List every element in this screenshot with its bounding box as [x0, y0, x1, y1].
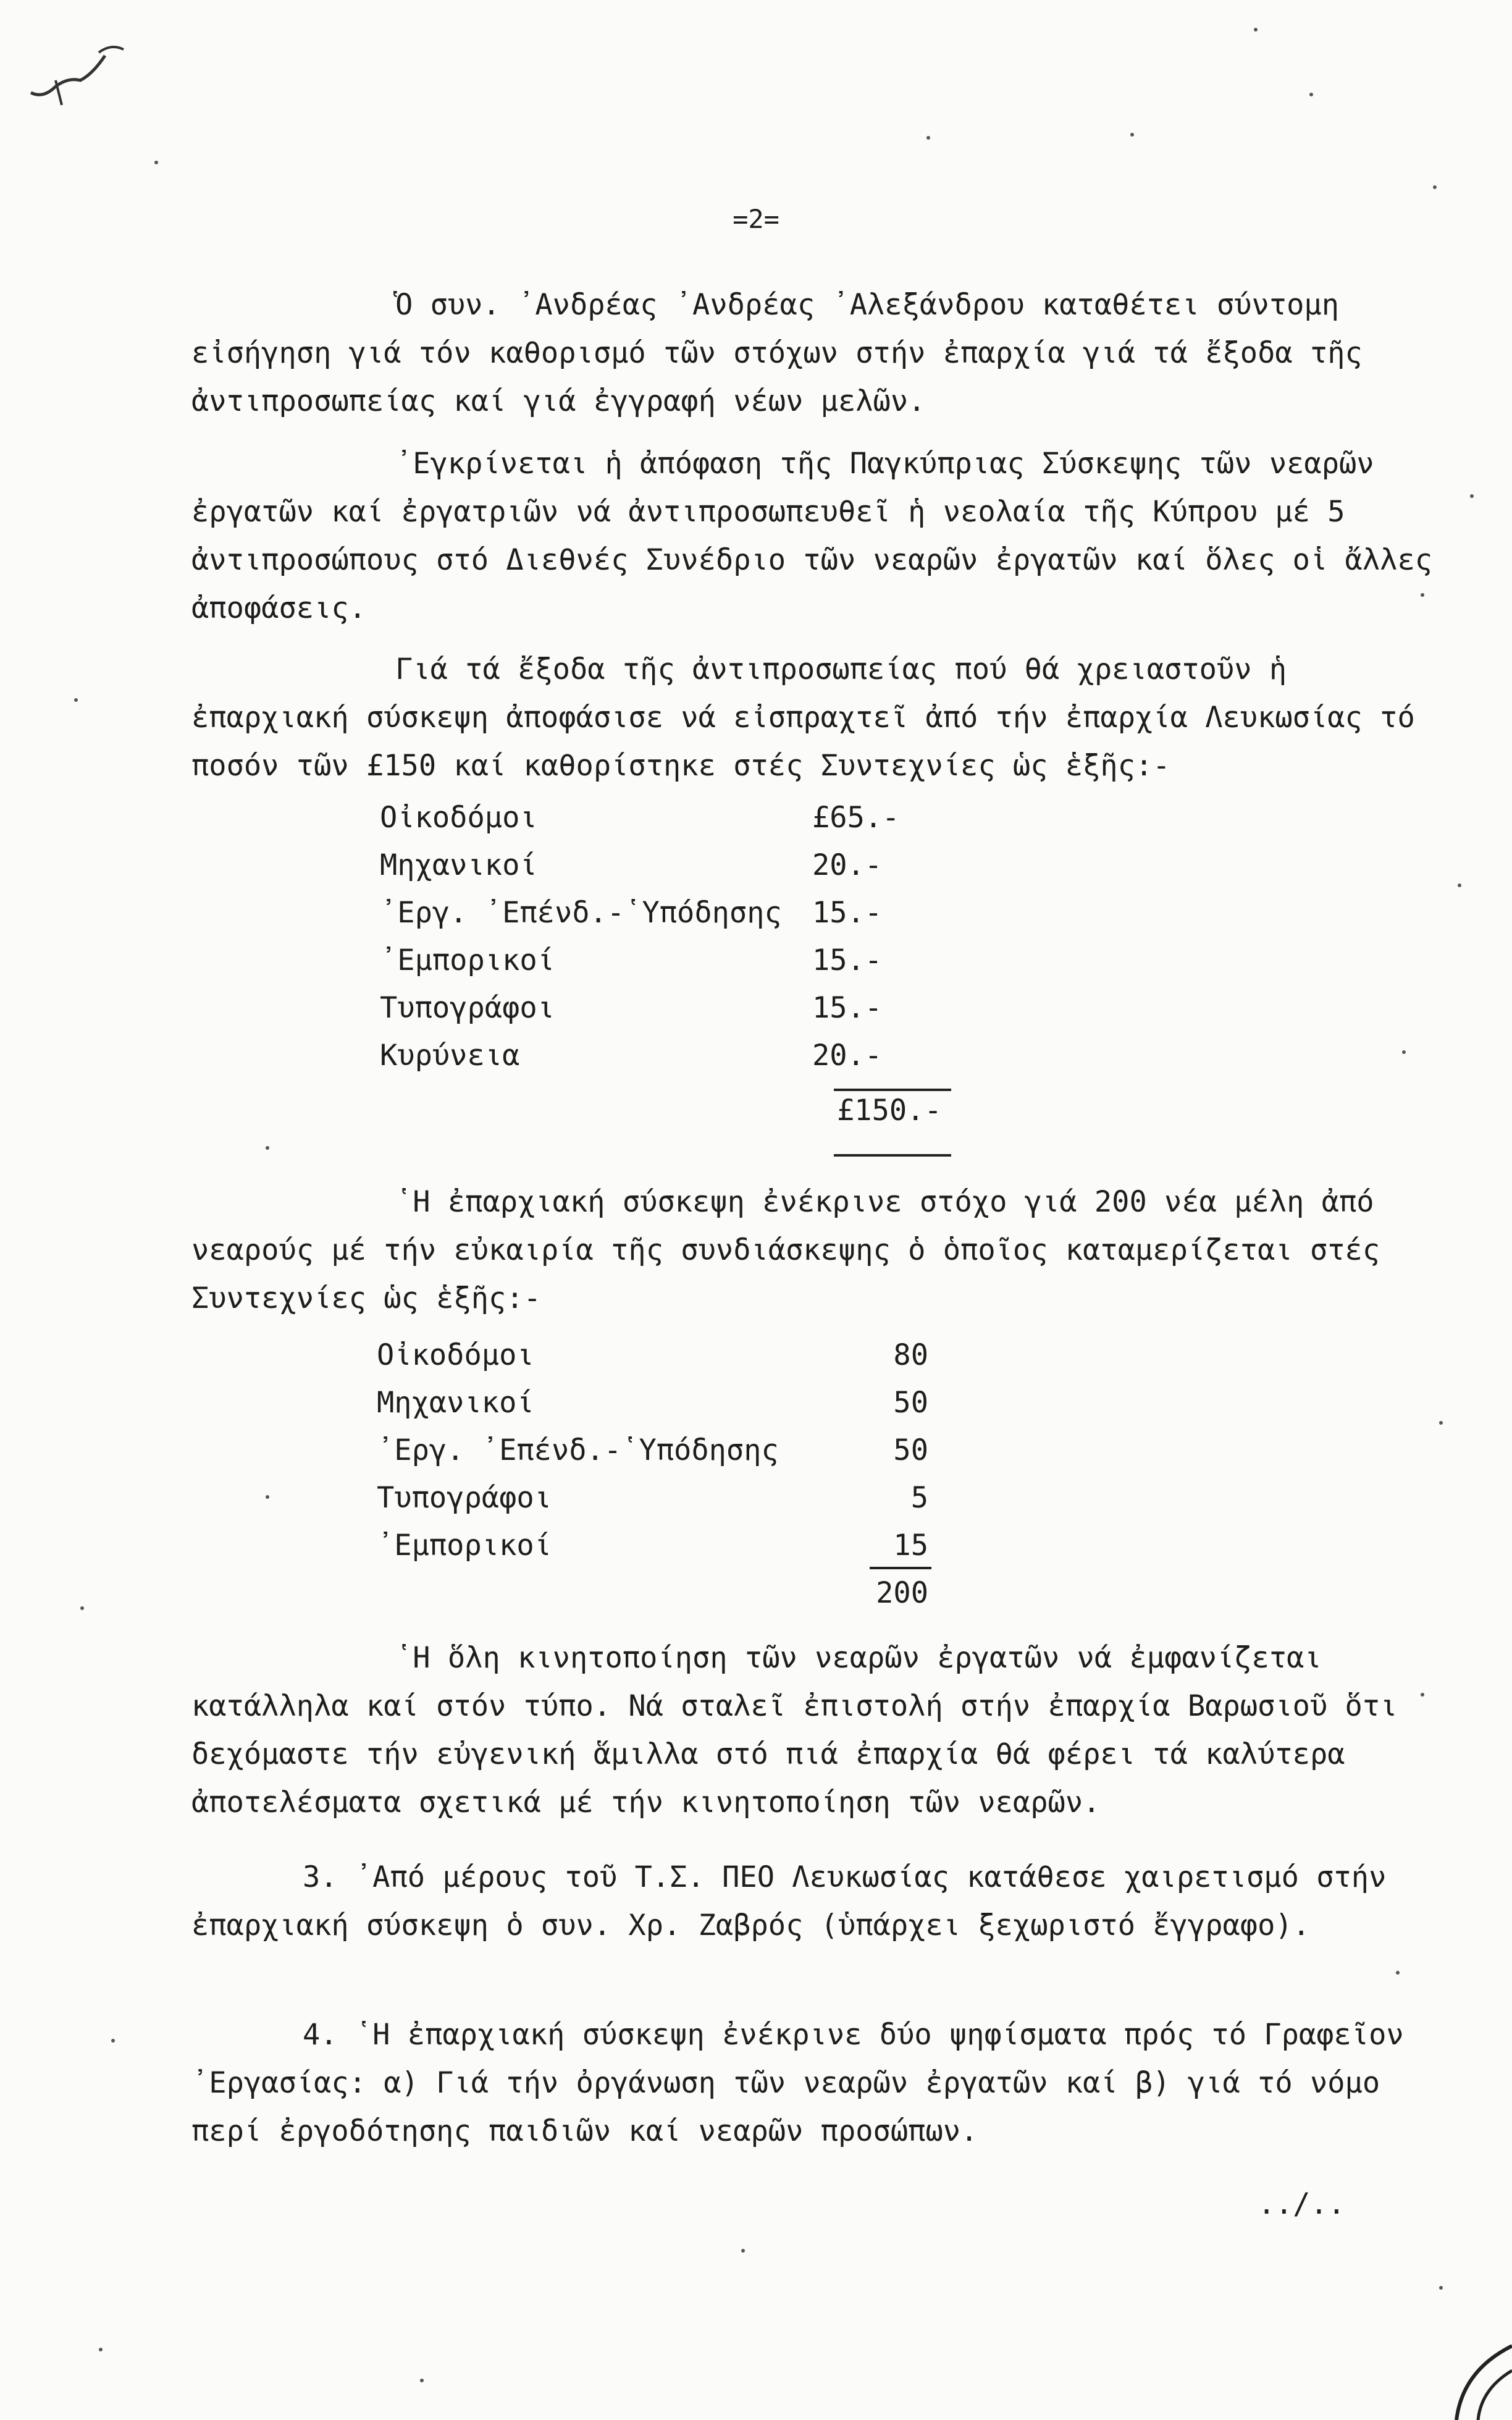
amount: 50	[893, 1433, 928, 1467]
union-name: ᾿Εμπορικοί	[377, 1528, 552, 1562]
item-3: 3. ᾿Από μέρους τοῦ Τ.Σ. ΠΕΟ Λευκωσίας κατάθεσε χαιρετισμό στήν ἐπαρχιακή σύσκεψη ὁ συν. Χρ. Ζαβρός (ὑπάρχει ξεχωριστό ἔγγραφο).	[191, 1860, 1387, 1942]
scan-speck	[99, 2348, 103, 2351]
union-name: Μηχανικοί	[380, 848, 537, 882]
amount: 15	[893, 1528, 928, 1562]
union-name: Τυπογράφοι	[377, 1481, 552, 1515]
total-amount: £150.-	[837, 1094, 942, 1128]
scan-speck	[74, 698, 78, 702]
paragraph-members: ῾Η ἐπαρχιακή σύσκεψη ἐνέκρινε στόχο γιά 200 νέα μέλη ἀπό νεαρούς μέ τήν εὐκαιρία τῆς συνδιάσκεψης ὁ ὁποῖος καταμερίζεται στές Συντεχνίες ὡς ἑξῆς:-	[191, 1185, 1380, 1315]
scan-speck	[420, 2379, 424, 2382]
table-total-row	[380, 1087, 998, 1134]
union-name: ᾿Εργ. ᾿Επένδ.-῾Υπόδησης	[380, 896, 782, 930]
sum-rule	[834, 1089, 951, 1091]
scan-speck	[1130, 133, 1134, 137]
table-row	[377, 1379, 994, 1427]
table-row	[377, 1331, 994, 1379]
table-row	[380, 889, 998, 937]
union-name: Κυρύνεια	[380, 1039, 520, 1073]
paragraph-mobilization: ῾Η ὅλη κινητοποίηση τῶν νεαρῶν ἐργατῶν νά ἐμφανίζεται κατάλληλα καί στόν τύπο. Νά σταλεῖ ἐπιστολή στήν ἐπαρχία Βαρωσιοῦ ὅτι δεχόμαστε τήν εὐγενική ἅμιλλα στό πιά ἐπαρχία θά φέρει τά καλύτερα ἀποτελέσματα σχετικά μέ τήν κινητοποίηση τῶν νεαρῶν.	[191, 1641, 1398, 1819]
scan-speck	[154, 161, 158, 164]
item-4: 4. ῾Η ἐπαρχιακή σύσκεψη ἐνέκρινε δύο ψηφίσματα πρός τό Γραφεῖον ᾿Εργασίας: α) Γιά τήν ὀργάνωση τῶν νεαρῶν ἐργατῶν καί β) γιά τό νόμο περί ἐργοδότησης παιδιῶν καί νεαρῶν προσώπων.	[191, 2018, 1404, 2148]
sum-rule	[870, 1567, 931, 1569]
scan-speck	[80, 1606, 84, 1610]
scan-speck	[1402, 1050, 1406, 1054]
table-row	[377, 1474, 994, 1522]
scan-speck	[266, 1495, 269, 1499]
scan-speck	[1433, 185, 1437, 189]
total-amount: 200	[876, 1576, 928, 1610]
scan-speck	[266, 1146, 269, 1150]
scan-speck	[111, 2039, 115, 2043]
members-table	[377, 1331, 994, 1617]
scan-speck	[1396, 1971, 1400, 1975]
table-row	[380, 1032, 998, 1079]
handwritten-mark	[19, 19, 142, 117]
amount: 15.-	[812, 991, 883, 1025]
continuation-mark: ../..	[1258, 2187, 1345, 2221]
paragraph-expenses: Γιά τά ἔξοδα τῆς ἀντιπροσωπείας πού θά χρειαστοῦν ἡ ἐπαρχιακή σύσκεψη ἀποφάσισε νά εἰσπραχτεῖ ἀπό τήν ἐπαρχία Λευκωσίας τό ποσόν τῶν £150 καί καθορίστηκε στές Συντεχνίες ὡς ἑξῆς:-	[191, 652, 1415, 783]
amount: 15.-	[812, 896, 883, 930]
amount: 20.-	[812, 848, 883, 882]
union-name: ᾿Εμπορικοί	[380, 943, 555, 977]
table-row	[380, 794, 998, 841]
table-row	[377, 1522, 994, 1569]
union-name: Μηχανικοί	[377, 1386, 534, 1420]
total-rule	[834, 1154, 951, 1157]
scan-speck	[741, 2249, 745, 2253]
amount: 15.-	[812, 943, 883, 977]
binding-mark	[1438, 2334, 1512, 2420]
scan-speck	[1309, 93, 1313, 96]
scan-speck	[1458, 883, 1461, 887]
amount: 50	[893, 1386, 928, 1420]
amount: 20.-	[812, 1039, 883, 1073]
table-row	[380, 841, 998, 889]
expenses-table	[380, 794, 998, 1134]
table-total-row	[377, 1569, 994, 1617]
union-name: Τυπογράφοι	[380, 991, 555, 1025]
page-number: =2=	[733, 204, 779, 234]
scan-speck	[1421, 593, 1424, 597]
table-row	[380, 984, 998, 1032]
amount: 80	[893, 1338, 928, 1372]
scan-speck	[1254, 28, 1258, 32]
union-name: ᾿Εργ. ᾿Επένδ.-῾Υπόδησης	[377, 1433, 779, 1467]
scan-speck	[1439, 2286, 1443, 2290]
paragraph-proposal: Ὁ συν. ᾿Ανδρέας ᾿Ανδρέας ᾿Αλεξάνδρου καταθέτει σύντομη εἰσήγηση γιά τόν καθορισμό τῶν στόχων στήν ἐπαρχία γιά τά ἔξοδα τῆς ἀντιπροσωπείας καί γιά ἐγγραφή νέων μελῶν.	[191, 288, 1363, 418]
scan-speck	[1470, 494, 1474, 498]
scan-speck	[926, 136, 930, 140]
paragraph-approval: ᾿Εγκρίνεται ἡ ἀπόφαση τῆς Παγκύπριας Σύσκεψης τῶν νεαρῶν ἐργατῶν καί ἐργατριῶν νά ἀντιπροσωπευθεῖ ἡ νεολαία τῆς Κύπρου μέ 5 ἀντιπροσώπους στό Διεθνές Συνέδριο τῶν νεαρῶν ἐργατῶν καί ὅλες οἱ ἄλλες ἀποφάσεις.	[191, 447, 1433, 625]
union-name: Οἰκοδόμοι	[380, 801, 537, 835]
union-name: Οἰκοδόμοι	[377, 1338, 534, 1372]
table-row	[380, 937, 998, 984]
amount: £65.-	[812, 801, 900, 835]
scan-speck	[1439, 1421, 1443, 1425]
amount: 5	[910, 1481, 928, 1515]
scan-speck	[1421, 1693, 1424, 1697]
table-row	[377, 1427, 994, 1474]
